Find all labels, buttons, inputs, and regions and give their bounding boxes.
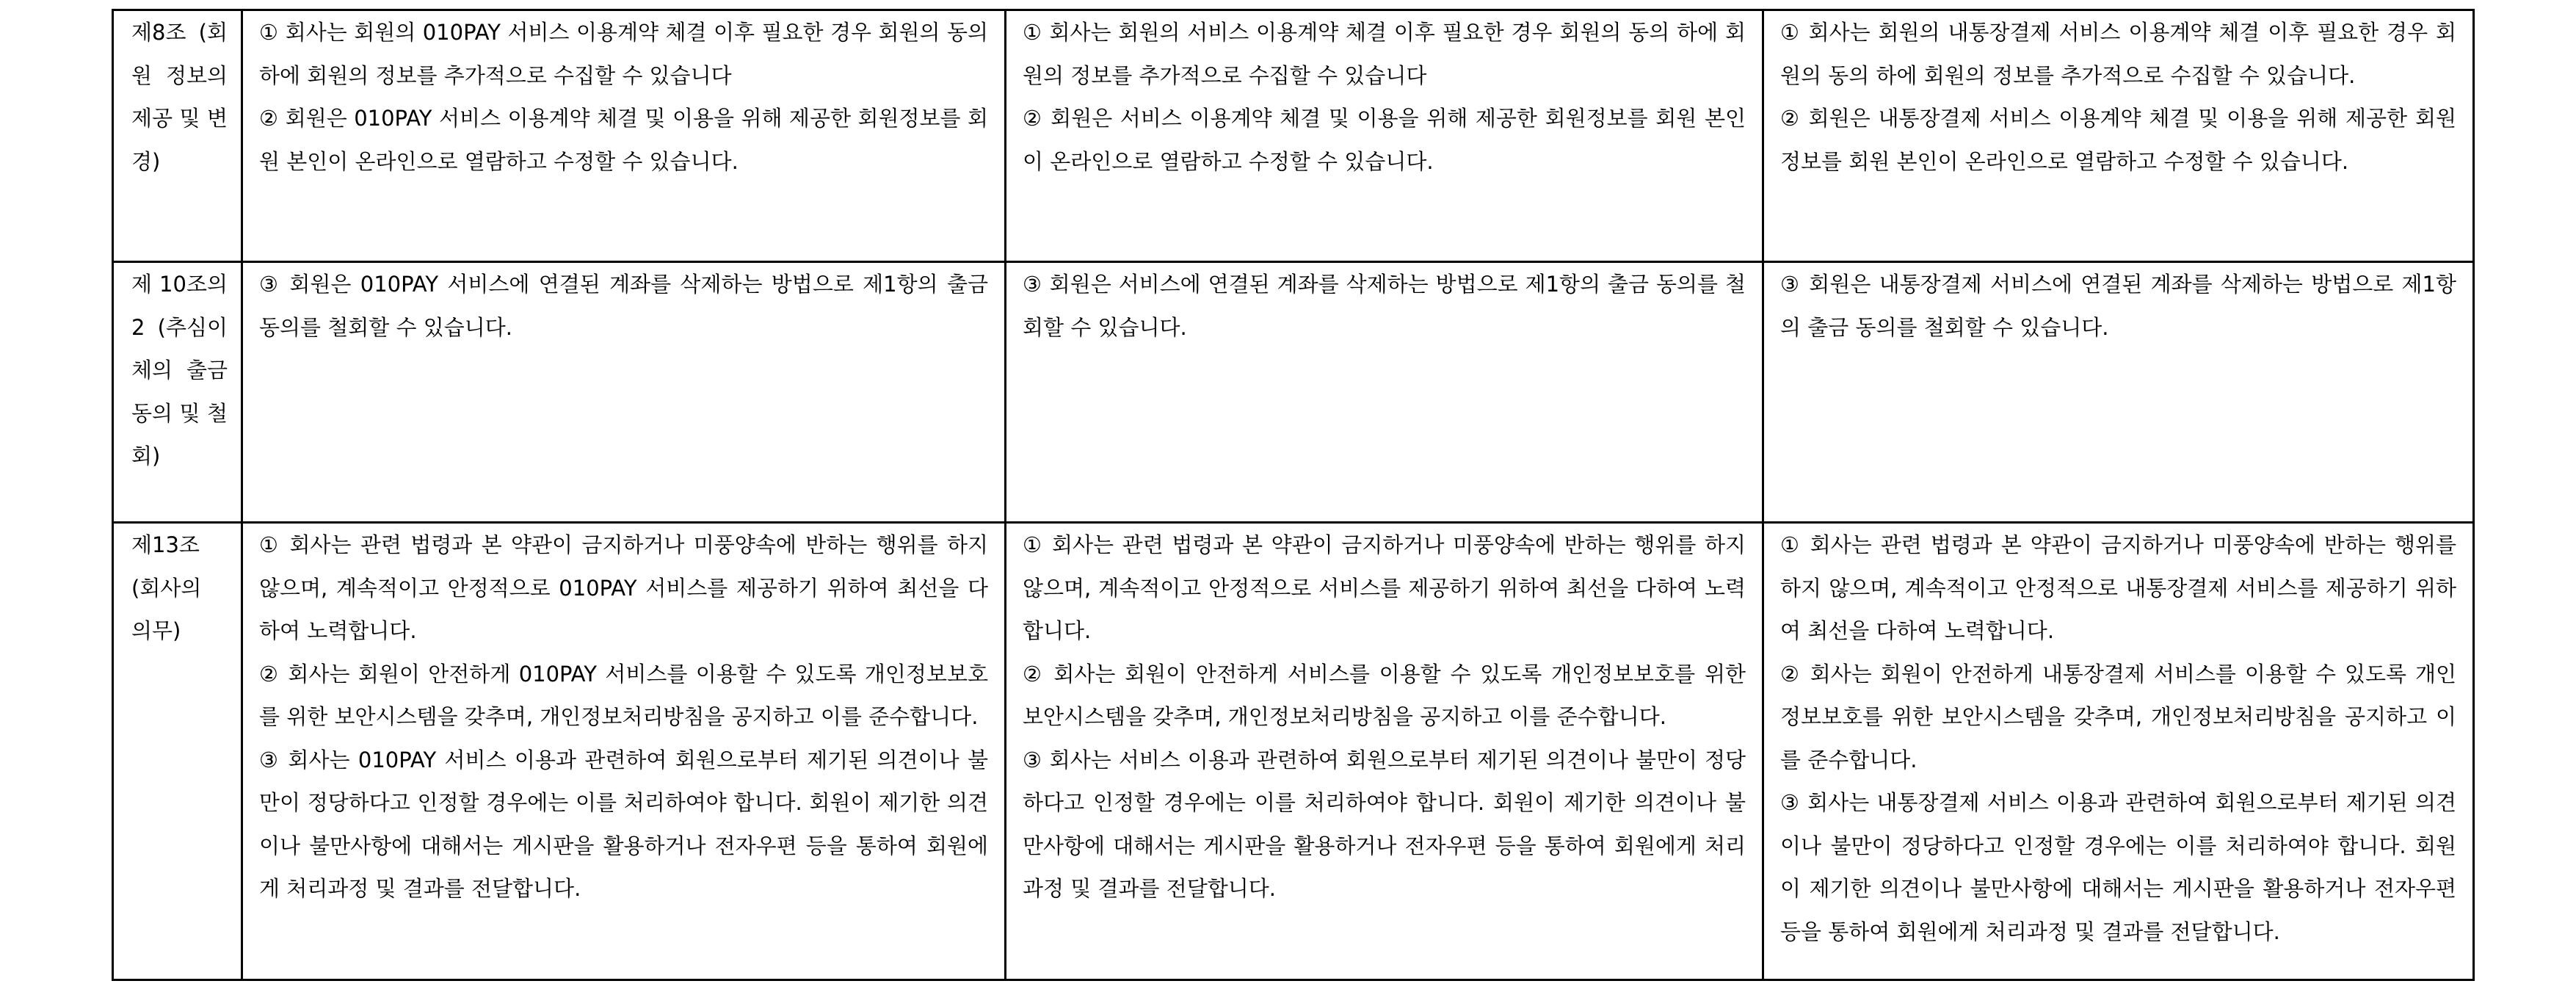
clause-text: ② 회원은 010PAY 서비스 이용계약 체결 및 이용을 위해 제공한 회원정보를 회원 본인이 온라인으로 열람하고 수정할 수 있습니다.: [259, 106, 988, 174]
table-row: [113, 523, 2474, 980]
clause-cell-account-pay: [1763, 523, 2474, 980]
table-row: [113, 10, 2474, 262]
clause-text: ③ 회사는 서비스 이용과 관련하여 회원으로부터 제기된 의견이나 불만이 정당하다고 인정할 경우에는 이를 처리하여야 합니다. 회원이 제기한 의견이나 불만사항에 대해서는 게시판을 활용하거나 전자우편 등을 통하여 회원에게 처리과정 및 결과를 전달합니다.: [1023, 747, 1746, 901]
clause-text: ① 회사는 관련 법령과 본 약관이 금지하거나 미풍양속에 반하는 행위를 하지 않으며, 계속적이고 안정적으로 내통장결제 서비스를 제공하기 위하여 최선을 다하여 노력합니다.: [1780, 532, 2456, 643]
article-label: 제13조 (회사의 의무): [113, 523, 242, 980]
clause-text: ③ 회원은 내통장결제 서비스에 연결된 계좌를 삭제하는 방법으로 제1항의 출금 동의를 철회할 수 있습니다.: [1780, 272, 2456, 340]
clause-cell-account-pay: [1763, 10, 2474, 262]
clause-text: ③ 회원은 010PAY 서비스에 연결된 계좌를 삭제하는 방법으로 제1항의 출금 동의를 철회할 수 있습니다.: [259, 272, 988, 340]
clause-text: ② 회원은 내통장결제 서비스 이용계약 체결 및 이용을 위해 제공한 회원정보를 회원 본인이 온라인으로 열람하고 수정할 수 있습니다.: [1780, 106, 2456, 174]
clause-text: ① 회사는 회원의 서비스 이용계약 체결 이후 필요한 경우 회원의 동의 하에 회원의 정보를 추가적으로 수집할 수 있습니다: [1023, 20, 1746, 88]
clause-cell-service: [1006, 523, 1763, 980]
table-row: [113, 262, 2474, 523]
clause-text: ① 회사는 관련 법령과 본 약관이 금지하거나 미풍양속에 반하는 행위를 하지 않으며, 계속적이고 안정적으로 010PAY 서비스를 제공하기 위하여 최선을 다하여 노력합니다.: [259, 532, 988, 643]
clause-text: ③ 회사는 내통장결제 서비스 이용과 관련하여 회원으로부터 제기된 의견이나 불만이 정당하다고 인정할 경우에는 이를 처리하여야 합니다. 회원이 제기한 의견이나 불만사항에 대해서는 게시판을 활용하거나 전자우편 등을 통하여 회원에게 처리과정 및 결과를 전달합니다.: [1780, 790, 2456, 944]
clause-text: ① 회사는 회원의 010PAY 서비스 이용계약 체결 이후 필요한 경우 회원의 동의 하에 회원의 정보를 추가적으로 수집할 수 있습니다: [259, 20, 988, 88]
clause-text: ② 회사는 회원이 안전하게 서비스를 이용할 수 있도록 개인정보보호를 위한 보안시스템을 갖추며, 개인정보처리방침을 공지하고 이를 준수합니다.: [1023, 661, 1746, 729]
clause-text: ③ 회원은 서비스에 연결된 계좌를 삭제하는 방법으로 제1항의 출금 동의를 철회할 수 있습니다.: [1023, 272, 1746, 340]
clause-cell-010pay: [242, 523, 1006, 980]
clause-cell-service: [1006, 262, 1763, 523]
article-label: 제8조 (회원 정보의 제공 및 변경): [113, 10, 242, 262]
clause-cell-010pay: [242, 262, 1006, 523]
article-label: 제 10조의 2 (추심이체의 출금동의 및 철회): [113, 262, 242, 523]
clause-text: ② 회원은 서비스 이용계약 체결 및 이용을 위해 제공한 회원정보를 회원 본인이 온라인으로 열람하고 수정할 수 있습니다.: [1023, 106, 1746, 174]
clause-cell-service: [1006, 10, 1763, 262]
clause-text: ① 회사는 회원의 내통장결제 서비스 이용계약 체결 이후 필요한 경우 회원의 동의 하에 회원의 정보를 추가적으로 수집할 수 있습니다.: [1780, 20, 2456, 88]
clause-text: ② 회사는 회원이 안전하게 내통장결제 서비스를 이용할 수 있도록 개인정보보호를 위한 보안시스템을 갖추며, 개인정보처리방침을 공지하고 이를 준수합니다.: [1780, 661, 2456, 772]
clause-text: ② 회사는 회원이 안전하게 010PAY 서비스를 이용할 수 있도록 개인정보보호를 위한 보안시스템을 갖추며, 개인정보처리방침을 공지하고 이를 준수합니다.: [259, 661, 988, 729]
terms-comparison-table: [112, 9, 2475, 981]
clause-cell-account-pay: [1763, 262, 2474, 523]
clause-cell-010pay: [242, 10, 1006, 262]
clause-text: ③ 회사는 010PAY 서비스 이용과 관련하여 회원으로부터 제기된 의견이나 불만이 정당하다고 인정할 경우에는 이를 처리하여야 합니다. 회원이 제기한 의견이나 불만사항에 대해서는 게시판을 활용하거나 전자우편 등을 통하여 회원에게 처리과정 및 결과를 전달합니다.: [259, 747, 988, 901]
clause-text: ① 회사는 관련 법령과 본 약관이 금지하거나 미풍양속에 반하는 행위를 하지 않으며, 계속적이고 안정적으로 서비스를 제공하기 위하여 최선을 다하여 노력합니다.: [1023, 532, 1746, 643]
